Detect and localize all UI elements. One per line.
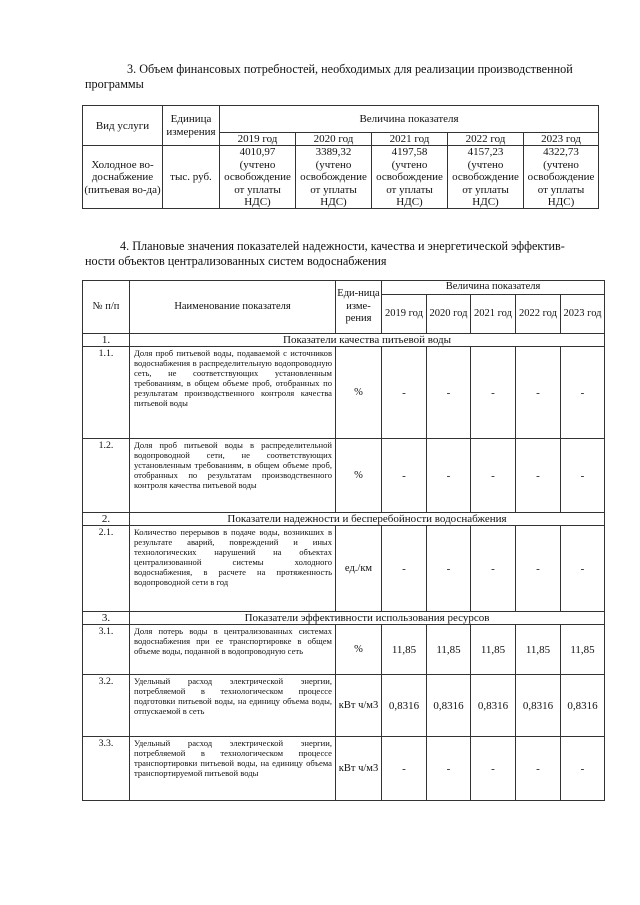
value-cell: 4197,58 (учтено освобождение от уплаты НДС) <box>372 146 448 209</box>
value-cell: 4157,23 (учтено освобождение от уплаты НДС) <box>448 146 524 209</box>
section-title: Показатели качества питьевой воды <box>130 334 605 347</box>
value-cell: 11,85 <box>561 625 605 675</box>
section-row <box>83 612 605 625</box>
financial-needs-table <box>82 105 599 209</box>
header-year: 2020 год <box>427 295 471 334</box>
table-row <box>83 146 599 209</box>
section-title: Показатели эффективности использования ресурсов <box>130 612 605 625</box>
value-cell: 0,8316 <box>382 675 427 737</box>
value-cell: - <box>382 439 427 513</box>
header-year: 2023 год <box>561 295 605 334</box>
value-cell: 11,85 <box>427 625 471 675</box>
indicator-name: Доля потерь воды в централизованных системах водоснабжения при ее транспортировке в общем объеме воды, поданной в водопроводную сеть <box>130 625 336 675</box>
value-cell: - <box>471 737 516 801</box>
header-year: 2019 год <box>382 295 427 334</box>
unit-value: кВт ч/м3 <box>336 737 382 801</box>
value-cell: - <box>561 347 605 439</box>
row-num: 2.1. <box>83 526 130 612</box>
table-row <box>83 737 605 801</box>
value-cell: - <box>516 737 561 801</box>
indicator-name: Количество перерывов в подаче воды, возникших в результате аварий, повреждений и иных технологических нарушений на объектах централизованной системы холодного водоснабжения, в расчете на протяженность водопроводной сети в год <box>130 526 336 612</box>
table-row <box>83 347 605 439</box>
value-cell: 0,8316 <box>471 675 516 737</box>
value-cell: 4322,73 (учтено освобождение от уплаты НДС) <box>524 146 599 209</box>
row-num: 3.1. <box>83 625 130 675</box>
header-unit: Единица измерения <box>163 106 220 146</box>
unit-value: % <box>336 347 382 439</box>
section-num: 2. <box>83 513 130 526</box>
section-row <box>83 513 605 526</box>
value-cell: - <box>516 347 561 439</box>
header-year: 2023 год <box>524 133 599 146</box>
header-unit: Еди-ница изме-рения <box>336 281 382 334</box>
value-cell: - <box>561 526 605 612</box>
row-num: 3.2. <box>83 675 130 737</box>
header-name: Наименование показателя <box>130 281 336 334</box>
value-cell: - <box>516 439 561 513</box>
service-name: Холодное во-доснабжение (питьевая во-да) <box>83 146 163 209</box>
row-num: 1.1. <box>83 347 130 439</box>
section-num: 3. <box>83 612 130 625</box>
section-title: Показатели надежности и бесперебойности водоснабжения <box>130 513 605 526</box>
value-cell: - <box>427 439 471 513</box>
value-cell: 0,8316 <box>516 675 561 737</box>
section4-title-line1: 4. Плановые значения показателей надежности, качества и энергетической эффектив- <box>120 239 565 253</box>
header-year: 2020 год <box>296 133 372 146</box>
value-cell: - <box>382 526 427 612</box>
header-year: 2022 год <box>448 133 524 146</box>
indicator-name: Удельный расход электрической энергии, потребляемой в технологическом процессе подготовки питьевой воды, на единицу объема воды, отпускаемой в сеть <box>130 675 336 737</box>
value-cell: - <box>516 526 561 612</box>
value-cell: - <box>382 347 427 439</box>
value-cell: - <box>382 737 427 801</box>
value-cell: - <box>471 439 516 513</box>
section3-title-line1: 3. Объем финансовых потребностей, необходимых для реализации производственной <box>127 62 573 76</box>
value-cell: 0,8316 <box>561 675 605 737</box>
table-row <box>83 526 605 612</box>
value-cell: 3389,32 (учтено освобождение от уплаты НДС) <box>296 146 372 209</box>
section-row <box>83 334 605 347</box>
table-row <box>83 675 605 737</box>
header-num: № п/п <box>83 281 130 334</box>
value-cell: 0,8316 <box>427 675 471 737</box>
value-cell: 11,85 <box>471 625 516 675</box>
value-cell: 4010,97 (учтено освобождение от уплаты НДС) <box>220 146 296 209</box>
header-year: 2021 год <box>372 133 448 146</box>
indicator-name: Доля проб питьевой воды в распределительной водопроводной сети, не соответствующих установленным требованиям, в общем объеме проб, отобранных по результатам производственного контроля качества питьевой воды <box>130 439 336 513</box>
unit-value: ед./км <box>336 526 382 612</box>
value-cell: - <box>561 737 605 801</box>
value-cell: - <box>427 526 471 612</box>
header-value: Величина показателя <box>220 106 599 133</box>
indicators-table <box>82 280 605 801</box>
unit-value: % <box>336 625 382 675</box>
header-value: Величина показателя <box>382 281 605 295</box>
section-num: 1. <box>83 334 130 347</box>
row-num: 1.2. <box>83 439 130 513</box>
header-service: Вид услуги <box>83 106 163 146</box>
header-year: 2019 год <box>220 133 296 146</box>
unit-value: кВт ч/м3 <box>336 675 382 737</box>
indicator-name: Доля проб питьевой воды, подаваемой с источников водоснабжения в распределительную водопроводную сеть, не соответствующих установленным требованиям, в общем объеме проб, отобранных по результатам производственного контроля качества питьевой воды <box>130 347 336 439</box>
value-cell: - <box>471 347 516 439</box>
indicator-name: Удельный расход электрической энергии, потребляемой в технологическом процессе транспортировки питьевой воды, на единицу объема транспортируемой питьевой воды <box>130 737 336 801</box>
value-cell: 11,85 <box>382 625 427 675</box>
row-num: 3.3. <box>83 737 130 801</box>
unit-value: % <box>336 439 382 513</box>
section4-title-line2: ности объектов централизованных систем водоснабжения <box>85 254 387 268</box>
table-row <box>83 625 605 675</box>
header-year: 2021 год <box>471 295 516 334</box>
table-row <box>83 439 605 513</box>
value-cell: - <box>427 737 471 801</box>
header-year: 2022 год <box>516 295 561 334</box>
value-cell: 11,85 <box>516 625 561 675</box>
value-cell: - <box>471 526 516 612</box>
value-cell: - <box>561 439 605 513</box>
unit-value: тыс. руб. <box>163 146 220 209</box>
value-cell: - <box>427 347 471 439</box>
section3-title-line2: программы <box>85 77 144 91</box>
